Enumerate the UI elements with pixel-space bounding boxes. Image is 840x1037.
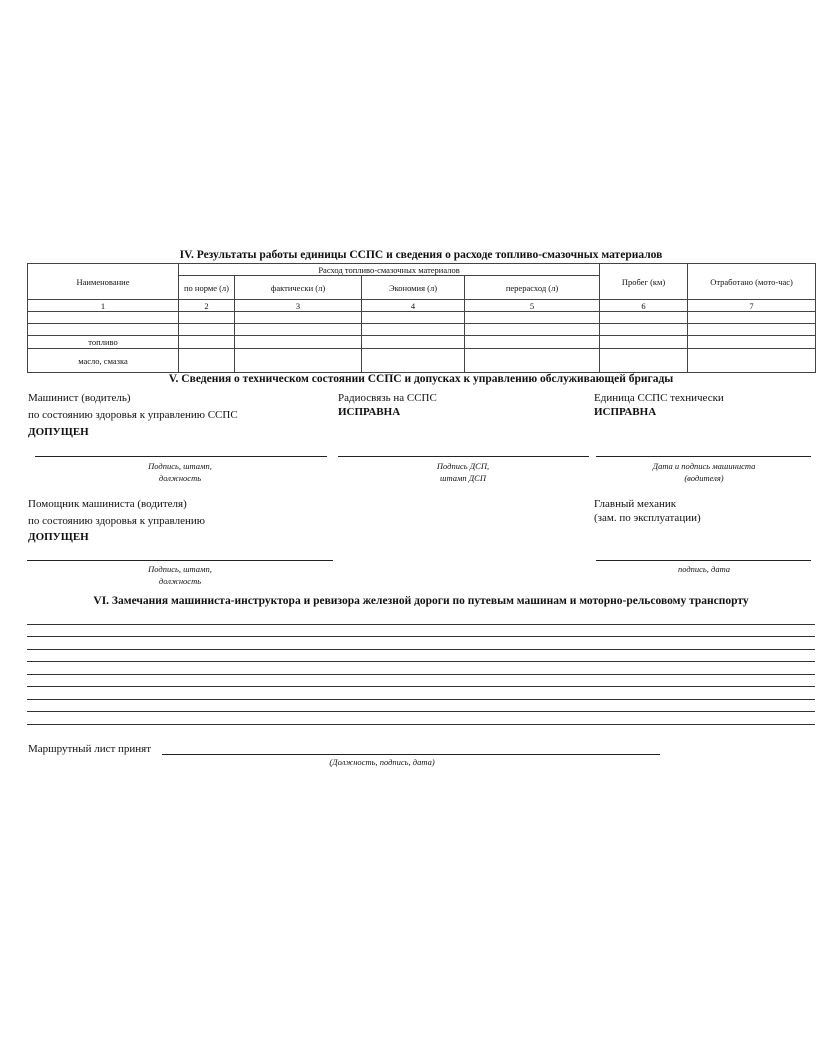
col-number: 5 bbox=[465, 300, 600, 312]
driver-label: Машинист (водитель) bbox=[28, 392, 131, 404]
remarks-line[interactable] bbox=[27, 686, 815, 687]
driver-signature-line[interactable] bbox=[35, 456, 327, 457]
caption-dsp-sign: Подпись ДСП, bbox=[436, 461, 490, 471]
route-sheet-accepted-line[interactable] bbox=[162, 754, 660, 755]
assistant-admitted-value: ДОПУЩЕН bbox=[28, 531, 89, 543]
mechanic-sub-label: (зам. по эксплуатации) bbox=[594, 512, 701, 524]
driver-health-label: по состоянию здоровья к управлению ССПС bbox=[28, 409, 238, 421]
route-sheet-accepted-label: Маршрутный лист принят bbox=[28, 743, 152, 755]
unit-label: Единица ССПС технически bbox=[594, 392, 724, 404]
remarks-line[interactable] bbox=[27, 624, 815, 625]
radio-status-value: ИСПРАВНА bbox=[338, 406, 401, 418]
remarks-line[interactable] bbox=[27, 711, 815, 712]
caption-position: должность bbox=[158, 473, 202, 483]
table-number-row bbox=[28, 300, 816, 312]
caption-sign-stamp: Подпись, штамп, bbox=[148, 564, 212, 574]
col-number: 1 bbox=[28, 300, 179, 312]
section-5-title: V. Сведения о техническом состоянии ССПС и допусках к управлению обслуживающей бригады bbox=[168, 373, 674, 385]
assistant-signature-line[interactable] bbox=[27, 560, 333, 561]
header-norm: по норме (л) bbox=[179, 276, 235, 300]
table-row bbox=[28, 324, 816, 336]
section-4-title: IV. Результаты работы единицы ССПС и сведения о расходе топливо-смазочных материалов bbox=[179, 249, 663, 261]
header-mileage: Пробег (км) bbox=[600, 264, 688, 300]
header-hours: Отработано (мото-час) bbox=[688, 264, 816, 300]
col-number: 3 bbox=[235, 300, 362, 312]
remarks-line[interactable] bbox=[27, 699, 815, 700]
assistant-health-label: по состоянию здоровья к управлению bbox=[28, 515, 205, 527]
header-name: Наименование bbox=[28, 264, 179, 300]
col-number: 4 bbox=[362, 300, 465, 312]
table-row bbox=[28, 336, 816, 349]
col-number: 7 bbox=[688, 300, 816, 312]
caption-position-sign-date: (Должность, подпись, дата) bbox=[329, 757, 435, 767]
caption-sign-date: подпись, дата bbox=[677, 564, 731, 574]
header-fuel-consumption: Расход топливо-смазочных материалов bbox=[179, 264, 600, 276]
radio-label: Радиосвязь на ССПС bbox=[338, 392, 437, 404]
mechanic-signature-line[interactable] bbox=[596, 560, 811, 561]
remarks-line[interactable] bbox=[27, 636, 815, 637]
row-label-fuel: топливо bbox=[28, 336, 179, 349]
col-number: 2 bbox=[179, 300, 235, 312]
header-overrun: перерасход (л) bbox=[465, 276, 600, 300]
caption-sign-stamp: Подпись, штамп, bbox=[148, 461, 212, 471]
fuel-consumption-table bbox=[27, 263, 816, 373]
mechanic-label: Главный механик bbox=[594, 498, 677, 510]
remarks-line[interactable] bbox=[27, 661, 815, 662]
driver-date-signature-line[interactable] bbox=[596, 456, 811, 457]
header-actual: фактически (л) bbox=[235, 276, 362, 300]
remarks-line[interactable] bbox=[27, 649, 815, 650]
section-6-title: VI. Замечания машиниста-инструктора и ревизора железной дороги по путевым машинам и моторно-рельсовому транспорту bbox=[93, 595, 749, 607]
remarks-line[interactable] bbox=[27, 674, 815, 675]
unit-status-value: ИСПРАВНА bbox=[594, 406, 657, 418]
caption-driver-date-sign: Дата и подпись машиниста bbox=[652, 461, 756, 471]
assistant-label: Помощник машиниста (водителя) bbox=[28, 498, 187, 510]
table-row bbox=[28, 312, 816, 324]
caption-position: должность bbox=[158, 576, 202, 586]
caption-dsp-stamp: штамп ДСП bbox=[440, 473, 486, 483]
dsp-signature-line[interactable] bbox=[338, 456, 589, 457]
caption-driver: (водителя) bbox=[684, 473, 724, 483]
remarks-line[interactable] bbox=[27, 724, 815, 725]
table-row bbox=[28, 349, 816, 373]
row-label-oil: масло, смазка bbox=[28, 349, 179, 373]
header-economy: Экономия (л) bbox=[362, 276, 465, 300]
driver-admitted-value: ДОПУЩЕН bbox=[28, 426, 89, 438]
col-number: 6 bbox=[600, 300, 688, 312]
